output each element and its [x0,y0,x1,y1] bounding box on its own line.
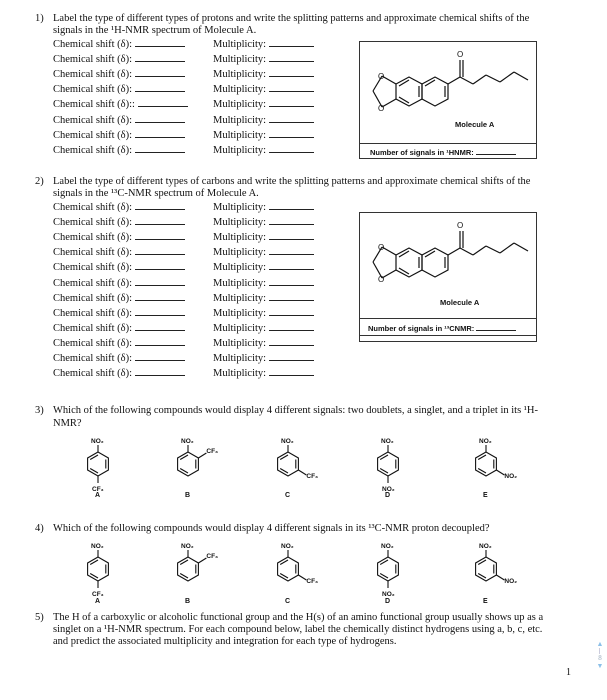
compound-letter: E [483,598,488,605]
q5-text-line1: The H of a carboxylic or alcoholic functional group and the H(s) of an amino functional group usually shows up as a [53,612,544,623]
answer-row [53,200,185,214]
nitro-group-label: NO₂ [381,543,394,550]
multiplicity-blank[interactable] [269,336,314,346]
compound-option-b[interactable] [163,428,223,505]
answer-row [53,351,185,365]
q2-signals-blank[interactable] [476,323,516,331]
q1-molecule-label: Molecule A [455,120,495,129]
compound-option-d[interactable] [363,428,423,505]
chemical-shift-label: Chemical shift (δ): [53,129,133,141]
q2-text-line2: signals in the ¹³C-NMR spectrum of Molecule A. [53,188,259,199]
q2-text-line1: Label the type of different types of carbons and write the splitting patterns and approximate chemical shifts of the [53,176,531,187]
answer-row [53,97,188,111]
multiplicity-label: Multiplicity: [213,232,267,244]
benzene-ring-structure [461,533,521,605]
chemical-shift-blank[interactable] [135,230,185,240]
chemical-shift-label: Chemical shift (δ): [53,292,133,304]
chemical-shift-label: Chemical shift (δ): [53,54,133,66]
answer-row [53,143,185,157]
substituent-label: CF₃ [206,553,219,560]
compound-option-d[interactable] [363,533,423,610]
multiplicity-row [213,97,314,111]
chevron-up-icon[interactable]: ▲ [596,640,604,648]
chemical-shift-blank[interactable] [138,97,188,107]
multiplicity-row [213,366,314,380]
chemical-shift-label: Chemical shift (δ): [53,144,133,156]
nitro-group-label: NO₂ [281,543,294,550]
page-number: 1 [566,667,571,678]
compound-letter: C [285,492,291,499]
multiplicity-blank[interactable] [269,37,314,47]
benzene-ring-structure [363,533,423,605]
multiplicity-label: Multiplicity: [213,368,267,380]
benzene-ring-structure [163,428,223,500]
q1-text-line2: signals in the ¹H-NMR spectrum of Molecule A. [53,25,257,36]
multiplicity-blank[interactable] [269,245,314,255]
compound-option-a[interactable] [73,428,133,505]
svg-text:O: O [378,72,385,81]
multiplicity-label: Multiplicity: [213,39,267,50]
answer-row [53,291,185,305]
compound-letter: A [95,492,101,499]
multiplicity-label: Multiplicity: [213,84,267,96]
benzene-ring-structure [263,533,323,605]
benzene-ring-structure [461,428,521,500]
chemical-shift-label: Chemical shift (δ): [53,202,133,213]
chemical-shift-blank[interactable] [135,260,185,270]
multiplicity-row [213,306,314,320]
multiplicity-row [213,113,314,127]
side-page-tool[interactable] [595,640,605,670]
chemical-shift-blank[interactable] [135,321,185,331]
chemical-shift-label: Chemical shift (δ): [53,322,133,334]
q2-molecule-label: Molecule A [440,298,480,307]
multiplicity-row [213,215,314,229]
multiplicity-label: Multiplicity: [213,129,267,141]
multiplicity-label: Multiplicity: [213,353,267,364]
q1-signals-blank[interactable] [476,147,516,155]
multiplicity-label: Multiplicity: [213,54,267,66]
compound-option-b[interactable] [163,533,223,610]
chemical-shift-label: Chemical shift (δ): [53,232,133,244]
benzene-ring-structure [163,533,223,605]
chemical-shift-label: Chemical shift (δ): [53,307,133,319]
multiplicity-blank[interactable] [269,82,314,92]
multiplicity-label: Multiplicity: [213,262,267,274]
chemical-shift-label: Chemical shift (δ): [53,84,133,96]
benzene-ring-structure [73,428,133,500]
answer-row [53,245,185,259]
multiplicity-row [213,276,314,290]
multiplicity-blank[interactable] [269,291,314,301]
multiplicity-row [213,128,314,142]
q1-molecule-box [359,41,537,158]
answer-row [53,67,185,81]
q3-number: 3) [35,405,44,416]
nitro-group-label: NO₂ [479,438,492,445]
multiplicity-blank[interactable] [269,67,314,77]
chemical-shift-blank[interactable] [135,52,185,62]
q3-text-line2: NMR? [53,418,82,429]
multiplicity-row [213,37,314,51]
answer-row [53,230,185,244]
chemical-shift-blank[interactable] [135,215,185,225]
multiplicity-blank[interactable] [269,351,314,361]
q1-signals-label: Number of signals in ¹HNMR: [370,148,474,157]
multiplicity-blank[interactable] [269,143,314,153]
chemical-shift-blank[interactable] [135,366,185,376]
answer-row [53,321,185,335]
multiplicity-label: Multiplicity: [213,69,267,81]
substituent-label: NO₂ [382,591,395,598]
nitro-group-label: NO₂ [381,438,394,445]
chemical-shift-blank[interactable] [135,336,185,346]
substituent-label: CF₃ [306,473,319,480]
compound-letter: E [483,492,488,499]
benzene-ring-structure [363,428,423,500]
multiplicity-label: Multiplicity: [213,217,267,229]
chemical-shift-blank[interactable] [135,351,185,361]
substituent-label: CF₃ [306,578,319,585]
chemical-shift-blank[interactable] [135,276,185,286]
answer-row [53,366,185,380]
multiplicity-row [213,52,314,66]
chemical-shift-label: Chemical shift (δ): [53,353,133,364]
chemical-shift-label: Chemical shift (δ): [53,69,133,81]
compound-letter: B [185,492,191,499]
multiplicity-label: Multiplicity: [213,337,267,349]
nitro-group-label: NO₂ [181,438,194,445]
multiplicity-label: Multiplicity: [213,307,267,319]
svg-text:O: O [378,243,385,252]
multiplicity-label: Multiplicity: [213,99,267,111]
multiplicity-blank[interactable] [269,230,314,240]
chemical-shift-label: Chemical shift (δ): [53,39,133,50]
compound-option-c[interactable] [263,428,323,505]
answer-row [53,128,185,142]
multiplicity-blank[interactable] [269,366,314,376]
chemical-shift-blank[interactable] [135,113,185,123]
chemical-shift-blank[interactable] [135,143,185,153]
chemical-shift-label: Chemical shift (δ): [53,277,133,289]
multiplicity-row [213,230,314,244]
multiplicity-blank[interactable] [269,128,314,138]
chemical-shift-label: Chemical shift (δ): [53,368,133,380]
chemical-shift-blank[interactable] [135,67,185,77]
multiplicity-blank[interactable] [269,306,314,316]
multiplicity-blank[interactable] [269,97,314,107]
compound-letter: B [185,598,191,605]
chemical-shift-label: Chemical shift (δ): [53,114,133,126]
answer-row [53,37,185,51]
q2-signals-box [359,318,537,336]
q1-signals-box [359,143,537,159]
q4-number: 4) [35,523,44,534]
multiplicity-label: Multiplicity: [213,322,267,334]
compound-letter: D [385,492,391,499]
answer-row [53,82,185,96]
multiplicity-label: Multiplicity: [213,202,267,213]
chemical-shift-label: Chemical shift (δ):: [53,99,135,111]
multiplicity-row [213,291,314,305]
q5-text-line2: singlet on a ¹H-NMR spectrum. For each compound below, label the chemically distinct hydrogens using a, b, c, etc. [53,624,543,635]
q2-signals-label: Number of signals in ¹³CNMR: [368,324,475,333]
chemical-shift-blank[interactable] [135,291,185,301]
multiplicity-blank[interactable] [269,52,314,62]
q1-text-line1: Label the type of different types of protons and write the splitting patterns and approximate chemical shifts of the [53,13,530,24]
multiplicity-row [213,82,314,96]
nitro-group-label: NO₂ [91,438,104,445]
chemical-shift-blank[interactable] [135,37,185,47]
multiplicity-blank[interactable] [269,260,314,270]
svg-text:O: O [378,104,385,113]
answer-row [53,306,185,320]
molecule-a-structure [360,42,536,157]
side-page-indicator: 8 [598,654,602,662]
multiplicity-row [213,351,314,365]
chemical-shift-label: Chemical shift (δ): [53,262,133,274]
multiplicity-row [213,67,314,81]
nitro-group-label: NO₂ [181,543,194,550]
nitro-group-label: NO₂ [91,543,104,550]
q5-number: 5) [35,612,44,623]
q5-text-line3: and predict the associated multiplicity and integration for each type of hydrogens. [53,636,397,647]
q3-text-line1: Which of the following compounds would display 4 different signals: two doublets, a singlet, and a triplet in its ¹H- [53,405,539,416]
substituent-label: CF₃ [92,486,104,493]
multiplicity-label: Multiplicity: [213,114,267,126]
answer-row [53,52,185,66]
chemical-shift-blank[interactable] [135,82,185,92]
multiplicity-blank[interactable] [269,200,314,210]
compound-letter: A [95,598,101,605]
compound-option-a[interactable] [73,533,133,610]
svg-text:O: O [378,275,385,284]
multiplicity-row [213,143,314,157]
multiplicity-label: Multiplicity: [213,277,267,289]
benzene-ring-structure [263,428,323,500]
multiplicity-blank[interactable] [269,276,314,286]
compound-letter: C [285,598,291,605]
substituent-label: CF₃ [206,448,219,455]
multiplicity-blank[interactable] [269,215,314,225]
nitro-group-label: NO₂ [479,543,492,550]
multiplicity-row [213,260,314,274]
multiplicity-row [213,245,314,259]
q4-text-line1: Which of the following compounds would display 4 different signals in its ¹³C-NMR proton decoupled? [53,523,490,534]
compound-option-c[interactable] [263,533,323,610]
answer-row [53,260,185,274]
multiplicity-blank[interactable] [269,113,314,123]
answer-row [53,336,185,350]
chemical-shift-label: Chemical shift (δ): [53,337,133,349]
chemical-shift-blank[interactable] [135,200,185,210]
q2-number: 2) [35,176,44,187]
chevron-down-icon[interactable]: ▼ [596,662,604,670]
multiplicity-label: Multiplicity: [213,144,267,156]
multiplicity-row [213,336,314,350]
substituent-label: NO₂ [382,486,395,493]
chemical-shift-blank[interactable] [135,306,185,316]
multiplicity-row [213,200,314,214]
substituent-label: NO₂ [504,473,518,480]
chemical-shift-blank[interactable] [135,128,185,138]
multiplicity-label: Multiplicity: [213,292,267,304]
compound-letter: D [385,598,391,605]
substituent-label: CF₃ [92,591,104,598]
answer-row [53,215,185,229]
chemical-shift-blank[interactable] [135,245,185,255]
chemical-shift-label: Chemical shift (δ): [53,247,133,259]
svg-text:O: O [457,221,464,230]
chemical-shift-label: Chemical shift (δ): [53,217,133,229]
nitro-group-label: NO₂ [281,438,294,445]
q1-number: 1) [35,13,44,24]
multiplicity-label: Multiplicity: [213,247,267,259]
substituent-label: NO₂ [504,578,518,585]
answer-row [53,276,185,290]
multiplicity-blank[interactable] [269,321,314,331]
answer-row [53,113,185,127]
multiplicity-row [213,321,314,335]
benzene-ring-structure [73,533,133,605]
svg-text:O: O [457,50,464,59]
compound-option-e[interactable] [461,428,521,505]
compound-option-e[interactable] [461,533,521,610]
